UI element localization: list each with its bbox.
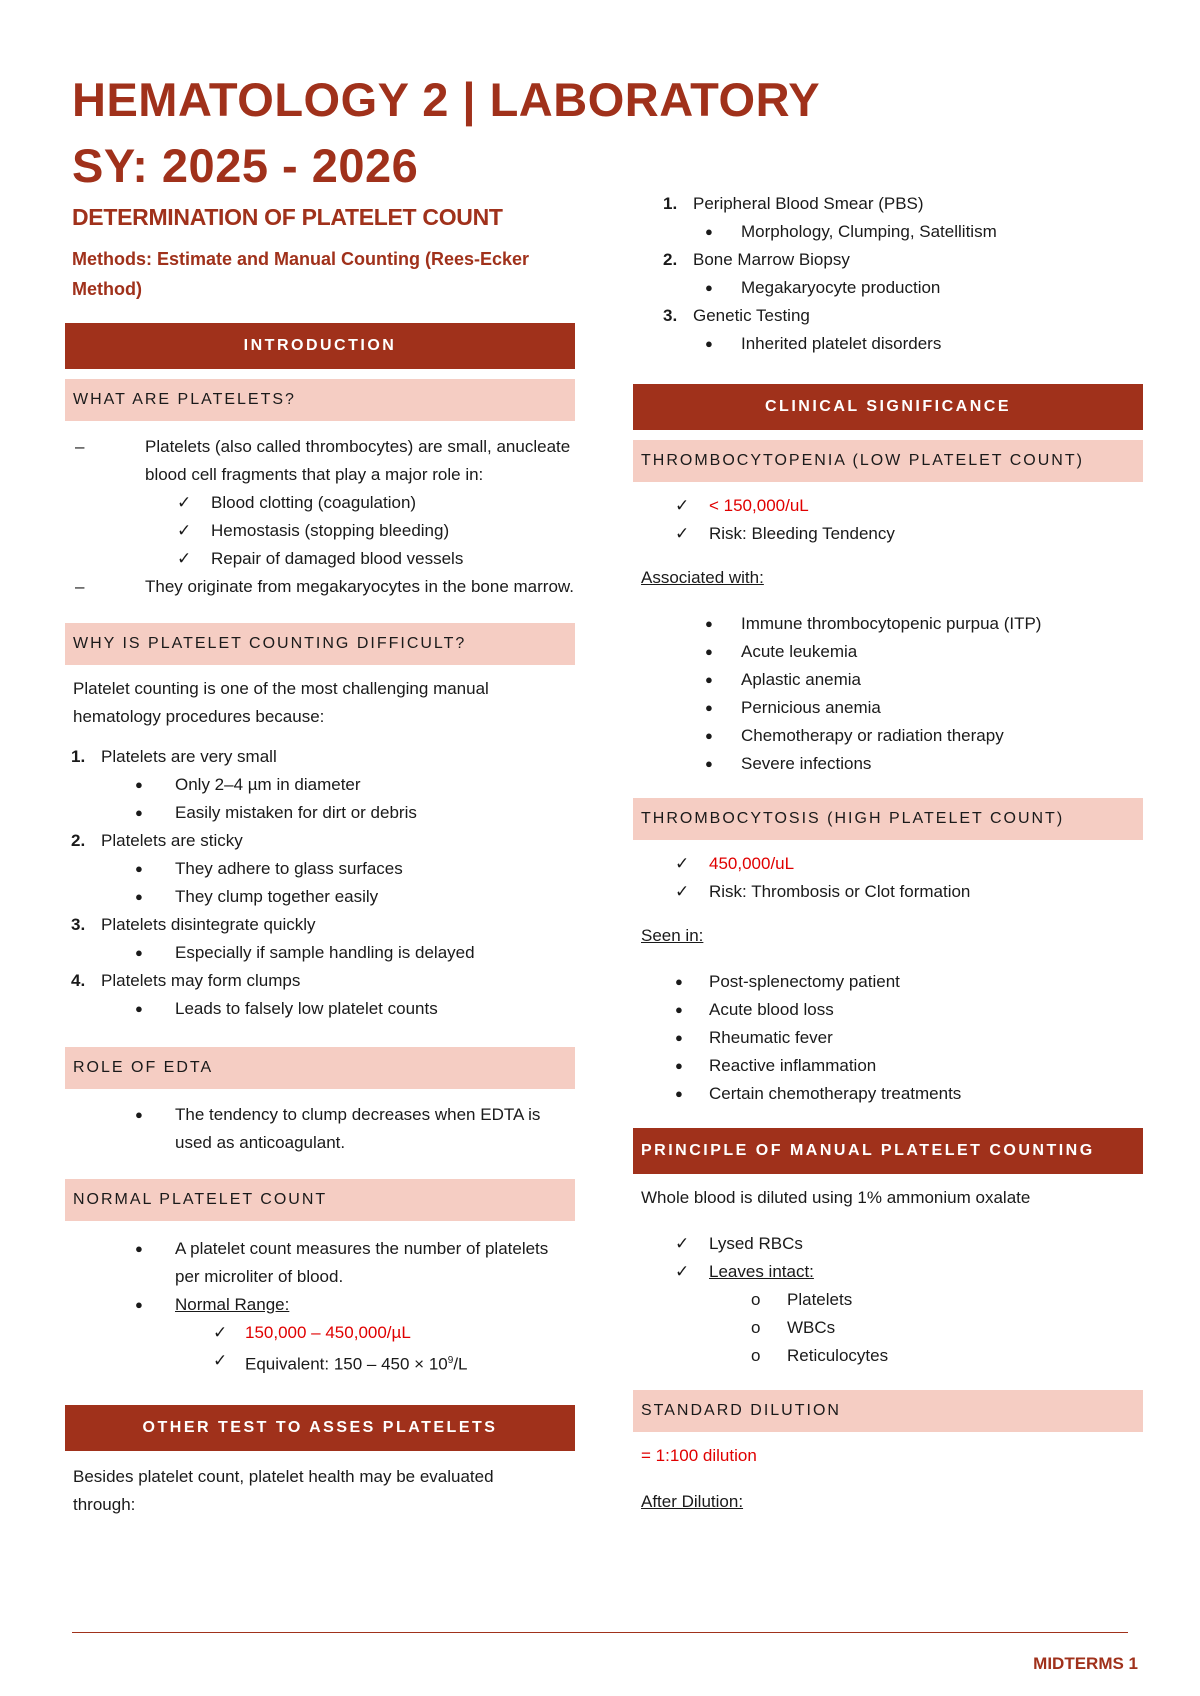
bullet-marker: ● xyxy=(705,672,713,687)
bullet-marker: ● xyxy=(705,280,713,295)
list-item: ● Reactive inflammation xyxy=(633,1052,1143,1080)
list-item: ● Normal Range: xyxy=(65,1291,575,1319)
list-item: ● Chemotherapy or radiation therapy xyxy=(633,722,1143,750)
thrombocytosis-checks xyxy=(633,850,1143,906)
section-heading-principle: PRINCIPLE OF MANUAL PLATELET COUNTING xyxy=(633,1128,1143,1174)
list-item: ✓ Risk: Thrombosis or Clot formation xyxy=(633,878,1143,906)
section-heading-introduction: INTRODUCTION xyxy=(65,323,575,369)
subheading-thrombocytopenia: THROMBOCYTOPENIA (LOW PLATELET COUNT) xyxy=(633,440,1143,482)
low-count-value: < 150,000/uL xyxy=(709,496,809,515)
list-item: ✓ Hemostasis (stopping bleeding) xyxy=(65,517,575,545)
list-item: o Reticulocytes xyxy=(633,1342,1143,1370)
list-item: – They originate from megakaryocytes in the bone marrow. xyxy=(65,573,575,601)
list-item: ✓ Equivalent: $150 - 450 \times 10^9/L$ xyxy=(65,1347,575,1379)
list-item: ● Severe infections xyxy=(633,750,1143,778)
list-item: ● Certain chemotherapy treatments xyxy=(633,1080,1143,1108)
seen-in-label: Seen in: xyxy=(641,926,704,945)
list-item: ● Immune thrombocytopenic purpua (ITP) xyxy=(633,610,1143,638)
list-item: ✓ Blood clotting (coagulation) xyxy=(65,489,575,517)
high-count-value: 450,000/uL xyxy=(709,854,795,873)
what-list xyxy=(65,433,575,601)
bullet-marker: ● xyxy=(135,1001,143,1016)
dash-marker: – xyxy=(75,437,85,456)
document-title: HEMATOLOGY 2 | LABORATORY xyxy=(72,73,821,126)
after-dilution-label: After Dilution: xyxy=(641,1492,744,1511)
bullet-marker: ● xyxy=(705,728,713,743)
thrombocytopenia-checks xyxy=(633,492,1143,548)
dilution-value: = 1:100 dilution xyxy=(641,1446,757,1465)
bullet-marker: ● xyxy=(705,336,713,351)
list-item: 2. Bone Marrow Biopsy ● Megakaryocyte production xyxy=(633,246,1143,302)
bullet-marker: ● xyxy=(135,1297,143,1312)
bullet-marker: ● xyxy=(135,861,143,876)
list-item: ● The tendency to clump decreases when EDTA is used as anticoagulant. xyxy=(65,1101,575,1157)
list-item: ● Post-splenectomy patient xyxy=(633,968,1143,996)
check-icon: ✓ xyxy=(177,493,192,512)
subheading-role-of-edta: ROLE OF EDTA xyxy=(65,1047,575,1089)
seen-in-list xyxy=(633,968,1143,1108)
list-item: ✓ Lysed RBCs xyxy=(633,1230,1143,1258)
bullet-marker: ● xyxy=(705,756,713,771)
check-icon: ✓ xyxy=(675,882,690,901)
bullet-marker: ● xyxy=(675,1030,683,1045)
bullet-marker: ● xyxy=(135,1241,143,1256)
list-item: o Platelets xyxy=(633,1286,1143,1314)
bullet-marker: ● xyxy=(675,1058,683,1073)
check-icon: ✓ xyxy=(213,1351,228,1370)
principle-text: Whole blood is diluted using 1% ammonium oxalate xyxy=(641,1188,1031,1207)
bullet-marker: ● xyxy=(135,805,143,820)
list-item: ● Acute leukemia xyxy=(633,638,1143,666)
check-icon: ✓ xyxy=(213,1323,228,1342)
subheading-why-difficult: WHY IS PLATELET COUNTING DIFFICULT? xyxy=(65,623,575,665)
bullet-marker: ● xyxy=(675,1086,683,1101)
bullet-marker: ● xyxy=(675,974,683,989)
check-icon: ✓ xyxy=(177,521,192,540)
list-item: ● Rheumatic fever xyxy=(633,1024,1143,1052)
bullet-marker: ● xyxy=(705,616,713,631)
bullet-marker: ● xyxy=(135,777,143,792)
subheading-thrombocytosis: THROMBOCYTOSIS (HIGH PLATELET COUNT) xyxy=(633,798,1143,840)
bullet-marker: ● xyxy=(675,1002,683,1017)
list-item: o WBCs xyxy=(633,1314,1143,1342)
check-icon: ✓ xyxy=(675,1234,690,1253)
normal-list xyxy=(65,1235,575,1379)
bullet-marker: ● xyxy=(135,945,143,960)
why-intro: Platelet counting is one of the most challenging manual hematology procedures because: xyxy=(73,679,489,726)
bullet-marker: ● xyxy=(135,889,143,904)
footer-divider xyxy=(72,1632,1128,1633)
circle-marker: o xyxy=(751,1318,761,1337)
list-item: 4. Platelets may form clumps ● Leads to falsely low platelet counts xyxy=(65,967,575,1023)
section-heading-other-tests: OTHER TEST TO ASSES PLATELETS xyxy=(65,1405,575,1451)
why-list xyxy=(65,743,575,1023)
check-icon: ✓ xyxy=(177,549,192,568)
subheading-normal-count: NORMAL PLATELET COUNT xyxy=(65,1179,575,1221)
list-item: 1. Platelets are very small ● Only 2–4 µm in diameter ● Easily mistaken for dirt or debris xyxy=(65,743,575,827)
list-item: ✓ Leaves intact: xyxy=(633,1258,1143,1286)
other-tests-intro: Besides platelet count, platelet health may be evaluated through: xyxy=(73,1466,494,1514)
principle-list xyxy=(633,1230,1143,1370)
list-item: 3. Platelets disintegrate quickly ● Especially if sample handling is delayed xyxy=(65,911,575,967)
list-item: ✓ Repair of damaged blood vessels xyxy=(65,545,575,573)
check-icon: ✓ xyxy=(675,1262,690,1281)
bullet-marker: ● xyxy=(135,1107,143,1122)
check-icon: ✓ xyxy=(675,524,690,543)
list-item: ● A platelet count measures the number of platelets per microliter of blood. xyxy=(65,1235,575,1291)
list-item: ✓ Risk: Bleeding Tendency xyxy=(633,520,1143,548)
subheading-standard-dilution: STANDARD DILUTION xyxy=(633,1390,1143,1432)
list-item: – Platelets (also called thrombocytes) are small, anucleate blood cell fragments that play a major role in: xyxy=(65,433,575,489)
left-column xyxy=(65,323,575,1519)
edta-list xyxy=(65,1101,575,1157)
list-item xyxy=(633,850,1143,878)
check-icon: ✓ xyxy=(675,854,690,873)
check-icon: ✓ xyxy=(675,496,690,515)
list-item: 3. Genetic Testing ● Inherited platelet disorders xyxy=(633,302,1143,358)
associated-list xyxy=(633,610,1143,778)
list-item: 2. Platelets are sticky ● They adhere to glass surfaces ● They clump together easily xyxy=(65,827,575,911)
school-year: SY: 2025 - 2026 xyxy=(72,139,419,192)
other-tests-list xyxy=(633,190,1143,358)
list-item: ● Pernicious anemia xyxy=(633,694,1143,722)
circle-marker: o xyxy=(751,1290,761,1309)
normal-range-value: 150,000 – 450,000/µL xyxy=(245,1323,411,1342)
footer-label: MIDTERMS 1 xyxy=(1033,1654,1138,1673)
right-column xyxy=(633,190,1143,1516)
list-item: ● Acute blood loss xyxy=(633,996,1143,1024)
list-item: ● Aplastic anemia xyxy=(633,666,1143,694)
bullet-marker: ● xyxy=(705,644,713,659)
bullet-marker: ● xyxy=(705,224,713,239)
section-heading-clinical-significance: CLINICAL SIGNIFICANCE xyxy=(633,384,1143,430)
associated-label: Associated with: xyxy=(641,568,764,587)
list-item: 1. Peripheral Blood Smear (PBS) ● Morphology, Clumping, Satellitism xyxy=(633,190,1143,246)
dash-marker: – xyxy=(75,577,85,596)
methods-line: Methods: Estimate and Manual Counting (Rees-Ecker Method) xyxy=(72,249,530,299)
list-item xyxy=(633,492,1143,520)
topic-title: DETERMINATION OF PLATELET COUNT xyxy=(72,204,503,230)
bullet-marker: ● xyxy=(705,700,713,715)
circle-marker: o xyxy=(751,1346,761,1365)
list-item xyxy=(65,1319,575,1347)
subheading-what-are-platelets: WHAT ARE PLATELETS? xyxy=(65,379,575,421)
